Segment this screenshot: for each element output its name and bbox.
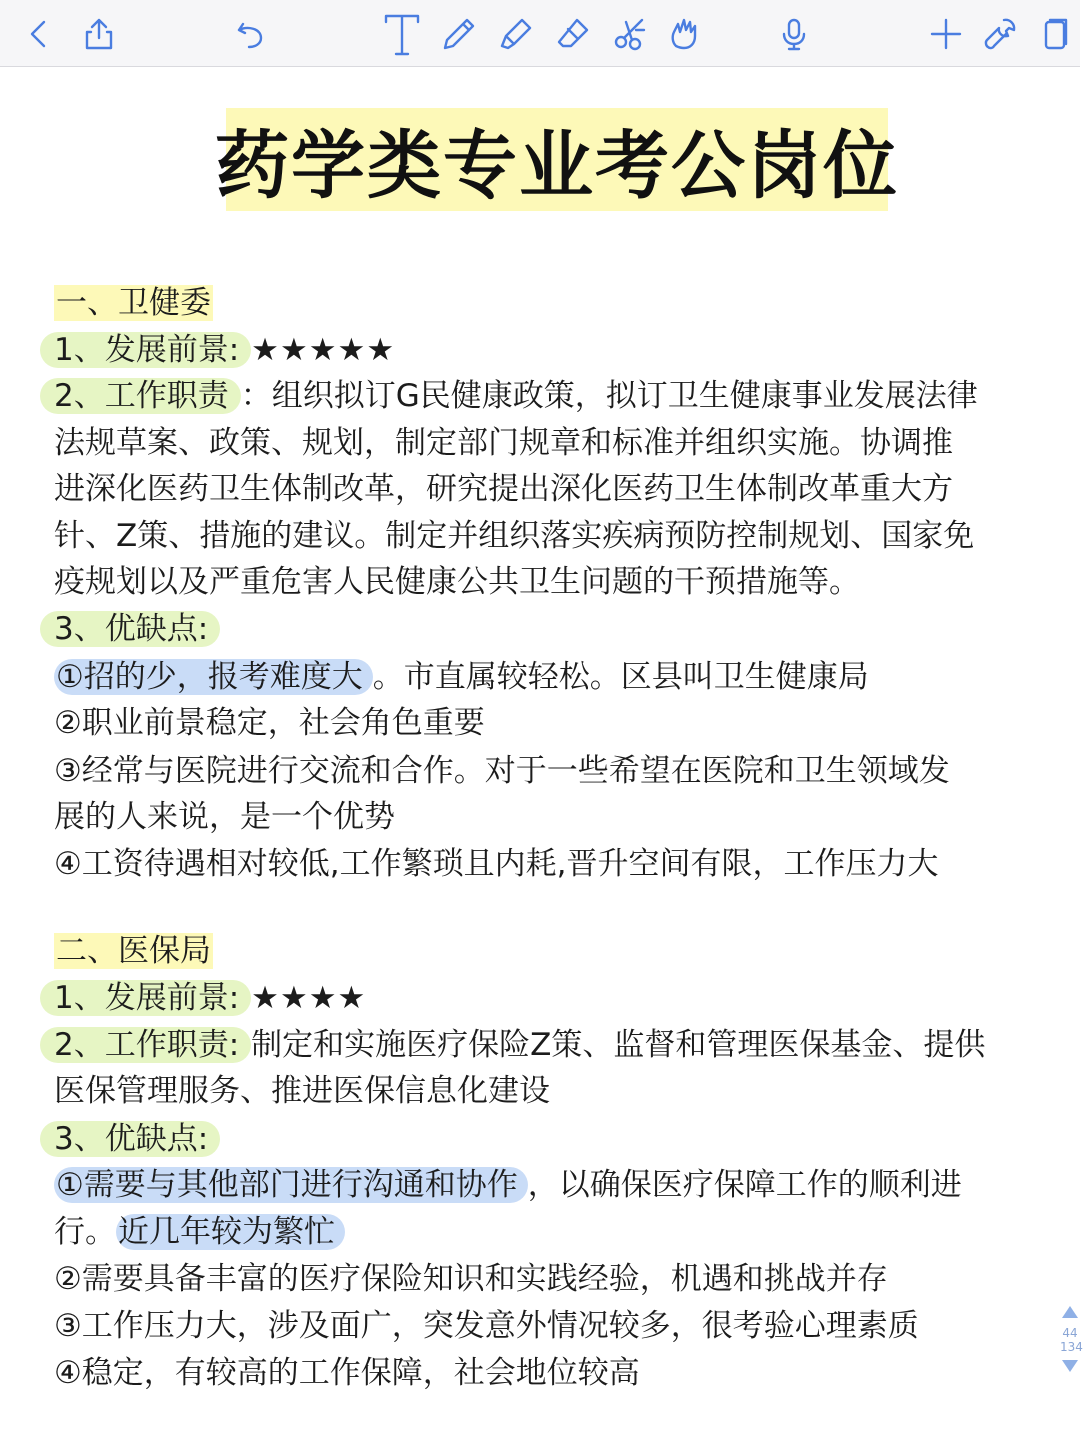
share-icon[interactable]	[77, 10, 121, 58]
pen-icon[interactable]	[437, 10, 481, 58]
scissors-icon[interactable]	[608, 10, 652, 58]
prospect-line	[54, 975, 366, 1021]
prospect-stars: ★★★★★	[251, 332, 396, 368]
duty-line	[54, 1022, 985, 1068]
highlighter-icon[interactable]	[494, 10, 538, 58]
duty-line	[54, 1068, 550, 1114]
duty-label: 2、工作职责:	[40, 1027, 251, 1063]
pros-text: ②职业前景稳定，社会角色重要	[54, 705, 485, 741]
wrench-icon[interactable]	[978, 10, 1022, 58]
title-highlight	[215, 108, 899, 211]
toolbar	[0, 0, 1080, 67]
pros-highlight: ①需要与其他部门进行沟通和协作	[54, 1167, 528, 1203]
pros-item	[54, 748, 950, 794]
pros-highlight: ①招的少，报考难度大	[54, 659, 373, 695]
add-icon[interactable]	[924, 10, 968, 58]
pros-item	[54, 1162, 962, 1208]
page-icon[interactable]	[1034, 10, 1078, 58]
duty-line	[54, 559, 860, 605]
note-title: 药学类专业考公岗位	[215, 122, 899, 209]
pros-label: 3、优缺点:	[40, 1121, 220, 1157]
pros-text: ，以确保医疗保障工作的顺利进	[527, 1167, 962, 1203]
pros-text: 行。	[54, 1214, 116, 1250]
pros-item	[54, 1209, 345, 1255]
duty-line	[54, 420, 953, 466]
pros-label: 3、优缺点:	[40, 611, 220, 647]
pros-text: ②需要具备丰富的医疗保险知识和实践经验，机遇和挑战并存	[54, 1261, 888, 1297]
section-heading-text: 一、卫健委	[56, 285, 211, 321]
duty-text: 法规草案、政策、规划，制定部门规章和标准并组织实施。协调推	[54, 425, 953, 461]
duty-line	[54, 373, 978, 419]
duty-text: 进深化医药卫生体制改革，研究提出深化医药卫生体制改革重大方	[54, 471, 953, 507]
page-total: 134	[1060, 1340, 1083, 1354]
pros-item	[54, 1303, 919, 1349]
pros-item	[54, 1256, 888, 1302]
pros-highlight: 近几年较为繁忙	[116, 1214, 345, 1250]
microphone-icon[interactable]	[772, 10, 816, 58]
duty-text: 制定和实施医疗保险Z策、监督和管理医保基金、提供	[251, 1027, 986, 1063]
duty-line	[54, 513, 974, 559]
back-icon[interactable]	[16, 10, 60, 58]
section-heading	[54, 280, 213, 326]
duty-text: 针、Z策、措施的建议。制定并组织落实疾病预防控制规划、国家免	[54, 518, 975, 554]
eraser-icon[interactable]	[551, 10, 595, 58]
pros-item	[54, 794, 395, 840]
prospect-label: 1、发展前景:	[40, 332, 251, 368]
prospect-label: 1、发展前景:	[40, 980, 251, 1016]
prospect-stars: ★★★★	[251, 980, 367, 1016]
duty-label: 2、工作职责	[40, 378, 241, 414]
undo-icon[interactable]	[229, 10, 273, 58]
pros-item	[54, 700, 485, 746]
pros-item	[54, 654, 869, 700]
page-current: 44	[1062, 1326, 1078, 1340]
page-scroll-indicator[interactable]	[1060, 1300, 1083, 1410]
prospect-line	[54, 327, 395, 373]
duty-text: 疫规划以及严重危害人民健康公共卫生问题的干预措施等。	[54, 564, 860, 600]
section-heading-text: 二、医保局	[56, 933, 211, 969]
section-heading	[54, 928, 213, 974]
pros-label-line	[54, 1116, 220, 1162]
pros-text: ④稳定，有较高的工作保障，社会地位较高	[54, 1355, 640, 1391]
page-up-icon[interactable]	[1062, 1306, 1078, 1318]
text-tool-icon[interactable]	[380, 10, 424, 58]
pros-item	[54, 841, 939, 887]
duty-text: ：组织拟订G民健康政策，拟订卫生健康事业发展法律	[240, 378, 978, 414]
duty-text: 医保管理服务、推进医保信息化建设	[54, 1073, 550, 1109]
pros-text: 展的人来说，是一个优势	[54, 799, 395, 835]
pros-item	[54, 1350, 640, 1396]
pros-text: 。市直属较轻松。区县叫卫生健康局	[372, 659, 869, 695]
pros-text: ③工作压力大，涉及面广，突发意外情况较多，很考验心理素质	[54, 1308, 919, 1344]
pros-text: ③经常与医院进行交流和合作。对于一些希望在医院和卫生领域发	[54, 753, 950, 789]
duty-line	[54, 466, 953, 512]
pros-label-line	[54, 606, 220, 652]
page-down-icon[interactable]	[1062, 1360, 1078, 1372]
pros-text: ④工资待遇相对较低,工作繁琐且内耗,晋升空间有限，工作压力大	[54, 846, 939, 882]
hand-icon[interactable]	[662, 10, 706, 58]
